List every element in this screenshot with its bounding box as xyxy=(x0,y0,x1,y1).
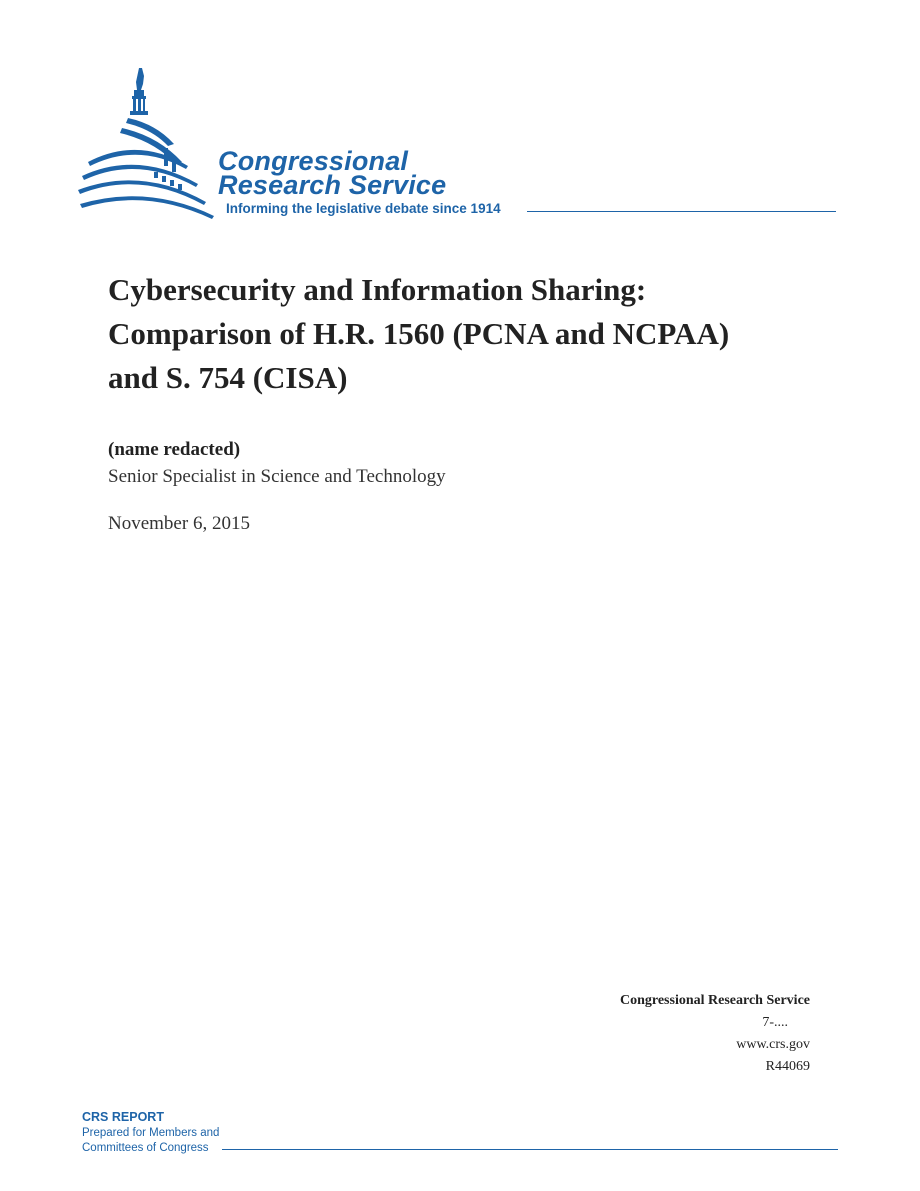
capitol-dome-icon xyxy=(78,66,218,222)
title-line: Cybersecurity and Information Sharing: xyxy=(108,272,647,307)
publication-date: November 6, 2015 xyxy=(108,513,250,534)
tagline-rule xyxy=(527,211,836,212)
meta-phone: 7-.... xyxy=(762,1015,788,1030)
logo-tagline: Informing the legislative debate since 1914 xyxy=(226,201,501,216)
report-title xyxy=(108,268,848,400)
footer-label: CRS REPORT xyxy=(82,1110,164,1124)
logo-line-congressional: Congressional xyxy=(218,146,409,176)
author-name: (name redacted) xyxy=(108,439,241,460)
footer-rule xyxy=(222,1149,838,1150)
meta-report-number: R44069 xyxy=(765,1059,810,1074)
title-line: and S. 754 (CISA) xyxy=(108,360,348,395)
footer-line: Committees of Congress xyxy=(82,1142,209,1154)
title-line: Comparison of H.R. 1560 (PCNA and NCPAA) xyxy=(108,316,730,351)
meta-website-link[interactable]: www.crs.gov xyxy=(736,1037,810,1052)
crs-logo xyxy=(78,66,838,222)
logo-line-research-service: Research Service xyxy=(218,170,447,200)
crs-report-footer xyxy=(82,1110,838,1160)
meta-organization: Congressional Research Service xyxy=(619,993,810,1008)
report-meta xyxy=(620,990,810,1078)
author-role: Senior Specialist in Science and Technology xyxy=(108,466,446,487)
footer-line: Prepared for Members and xyxy=(82,1127,220,1139)
